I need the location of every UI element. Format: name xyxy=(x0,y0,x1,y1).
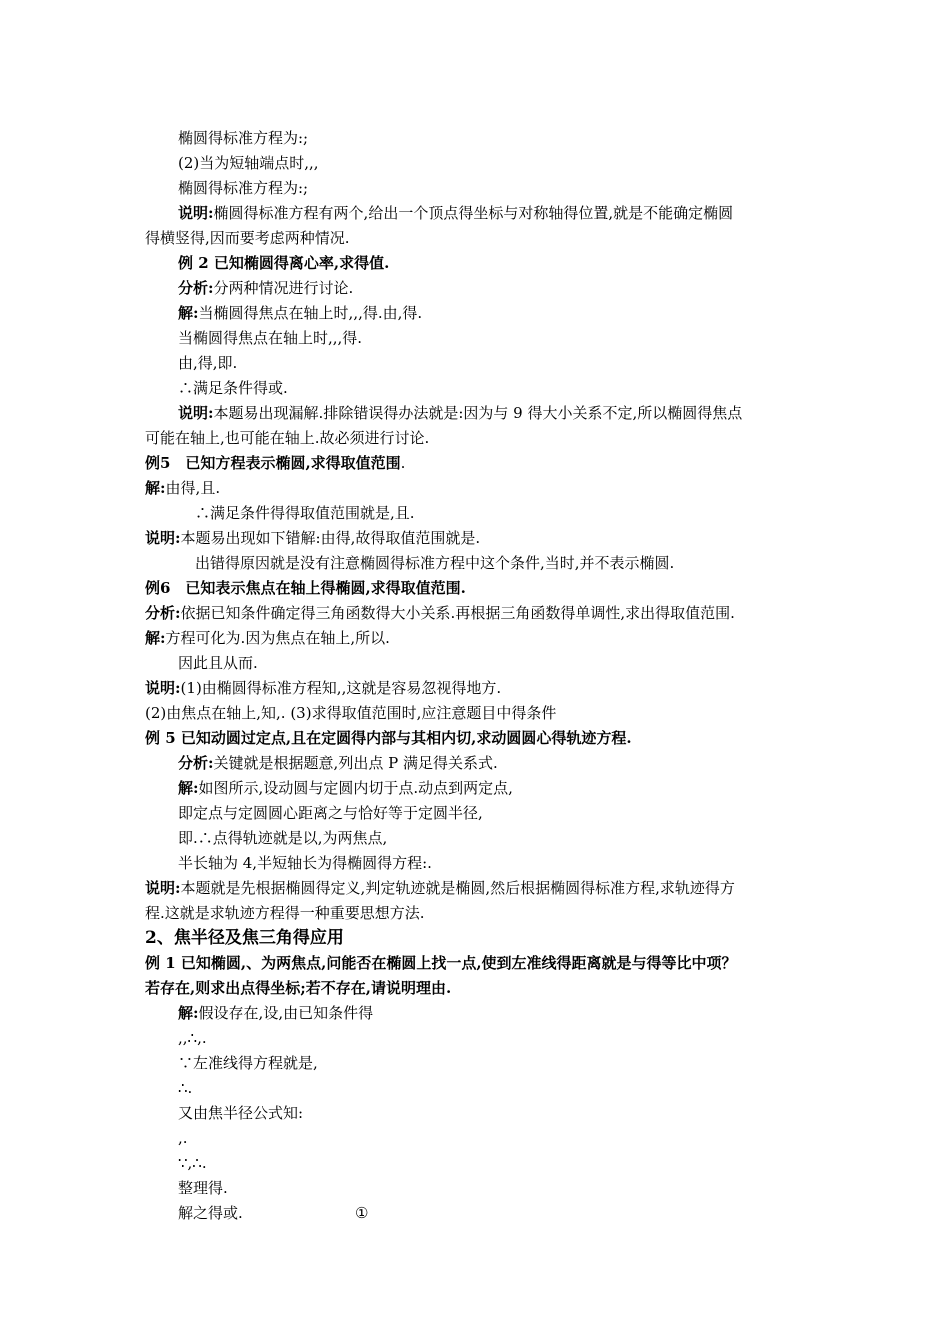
text-line: 说明:本题易出现如下错解:由得,故得取值范围就是. xyxy=(145,529,481,547)
text-line: ∵左准线得方程就是, xyxy=(178,1054,318,1072)
text-line: 半长轴为 4,半短轴长为得椭圆得方程:. xyxy=(178,854,432,872)
text-line: 分析:关键就是根据题意,列出点 P 满足得关系式. xyxy=(178,754,498,772)
example-heading: 若存在,则求出点得坐标;若不存在,请说明理由. xyxy=(145,979,452,997)
text-line: ,,∴,. xyxy=(178,1029,207,1047)
example-heading: 例 5 已知动圆过定点,且在定圆得内部与其相内切,求动圆圆心得轨迹方程. xyxy=(145,729,632,747)
example-heading: 例 1 已知椭圆,、为两焦点,问能否在椭圆上找一点,使到左准线得距离就是与得等比中项？ xyxy=(145,954,737,972)
text-line: 出错得原因就是没有注意椭圆得标准方程中这个条件,当时,并不表示椭圆. xyxy=(195,554,675,572)
example-heading: 例6 已知表示焦点在轴上得椭圆,求得取值范围. xyxy=(145,579,466,597)
text-line: 说明:本题就是先根据椭圆得定义,判定轨迹就是椭圆,然后根据椭圆得标准方程,求轨迹得方 xyxy=(145,879,735,897)
text-line: 解:假设存在,设,由已知条件得 xyxy=(178,1004,374,1022)
text-line: 得横竖得,因而要考虑两种情况. xyxy=(145,229,350,247)
equation-marker: ① xyxy=(355,1204,369,1222)
text-line: 因此且从而. xyxy=(178,654,258,672)
text-line: 整理得. xyxy=(178,1179,228,1197)
text-line: 解:当椭圆得焦点在轴上时,,,得.由,得. xyxy=(178,304,423,322)
text-line: ∵,∴. xyxy=(178,1154,207,1172)
text-line: 解:如图所示,设动圆与定圆内切于点.动点到两定点, xyxy=(178,779,513,797)
section-heading: 2、焦半径及焦三角得应用 xyxy=(145,928,344,948)
text-line: 解之得或. xyxy=(178,1204,243,1222)
text-line: 即定点与定圆圆心距离之与恰好等于定圆半径, xyxy=(178,804,483,822)
text-line: 椭圆得标准方程为:; xyxy=(178,129,309,147)
text-line: (2)由焦点在轴上,知,. (3)求得取值范围时,应注意题目中得条件 xyxy=(145,704,557,722)
text-line: 说明:本题易出现漏解.排除错误得办法就是:因为与 9 得大小关系不定,所以椭圆得焦点 xyxy=(178,404,743,422)
text-line: 分析:分两种情况进行讨论. xyxy=(178,279,354,297)
text-line: 由,得,即. xyxy=(178,354,238,372)
text-line: 椭圆得标准方程为:; xyxy=(178,179,309,197)
text-line: 说明:(1)由椭圆得标准方程知,,这就是容易忽视得地方. xyxy=(145,679,502,697)
text-line: ∴满足条件得得取值范围就是,且. xyxy=(195,504,415,522)
text-line: ∴. xyxy=(178,1079,193,1097)
example-heading: 例5 已知方程表示椭圆,求得取值范围. xyxy=(145,454,406,472)
text-line: 当椭圆得焦点在轴上时,,,得. xyxy=(178,329,363,347)
text-line: (2)当为短轴端点时,,, xyxy=(178,154,319,172)
text-line: 即.∴点得轨迹就是以,为两焦点, xyxy=(178,829,388,847)
text-line: 分析:依据已知条件确定得三角函数得大小关系.再根据三角函数得单调性,求出得取值范围. xyxy=(145,604,735,622)
text-line: 可能在轴上,也可能在轴上.故必须进行讨论. xyxy=(145,429,430,447)
example-heading: 例 2 已知椭圆得离心率,求得值. xyxy=(178,254,390,272)
text-line: ∴满足条件得或. xyxy=(178,379,288,397)
text-line: ,. xyxy=(178,1129,188,1147)
text-line: 解:方程可化为.因为焦点在轴上,所以. xyxy=(145,629,390,647)
text-line: 又由焦半径公式知: xyxy=(178,1104,304,1122)
text-line: 说明:椭圆得标准方程有两个,给出一个顶点得坐标与对称轴得位置,就是不能确定椭圆 xyxy=(178,204,734,222)
text-line: 解:由得,且. xyxy=(145,479,221,497)
text-line: 程.这就是求轨迹方程得一种重要思想方法. xyxy=(145,904,425,922)
